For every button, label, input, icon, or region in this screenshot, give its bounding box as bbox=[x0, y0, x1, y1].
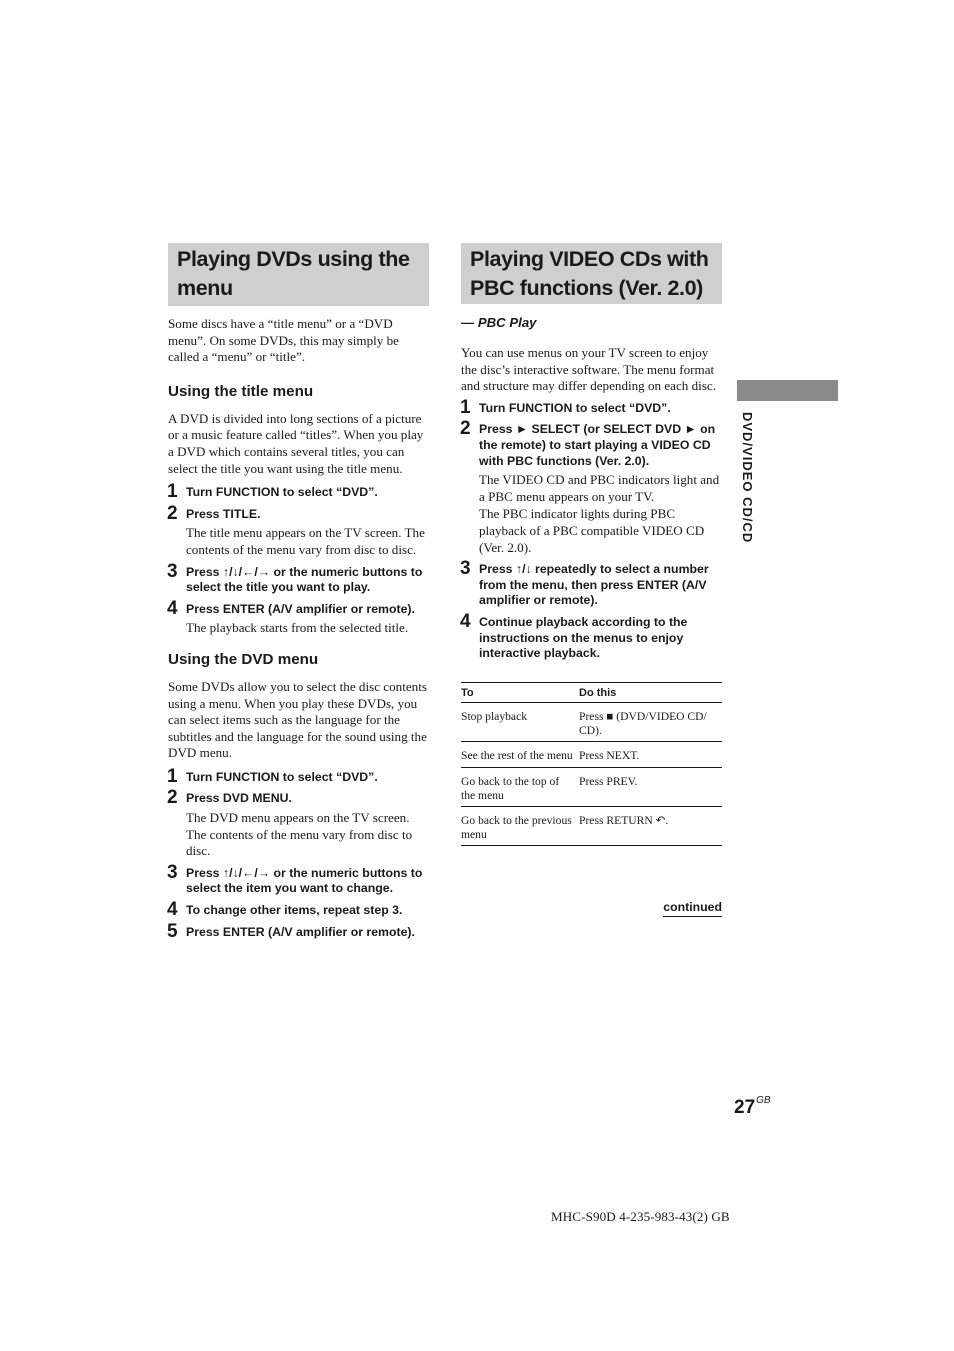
table-row bbox=[461, 767, 722, 806]
step-item bbox=[167, 765, 429, 787]
dvd-menu-steps bbox=[167, 765, 429, 942]
intro-paragraph: Some discs have a “title menu” or a “DVD menu”. On some DVDs, this may simply be called a “menu” or “title”. bbox=[168, 316, 399, 365]
step-item bbox=[167, 787, 429, 859]
step-item bbox=[167, 560, 429, 596]
step-number: 3 bbox=[460, 558, 471, 580]
step-number: 2 bbox=[167, 502, 178, 524]
step-number: 2 bbox=[460, 418, 471, 440]
table-cell: See the rest of the menu bbox=[461, 742, 579, 767]
subheading-title-menu: Using the title menu bbox=[168, 382, 314, 400]
title-menu-steps bbox=[167, 481, 429, 637]
page-number-value: 27 bbox=[734, 1097, 756, 1118]
continued-label: continued bbox=[663, 899, 722, 917]
table-cell: Press PREV. bbox=[579, 767, 722, 806]
table-cell: Go back to the top of the menu bbox=[461, 767, 579, 806]
dvd-menu-intro: Some DVDs allow you to select the disc contents using a menu. When you play these DVDs, you can select items such as the language for the subtitles and the language for the sound using the DVD menu. bbox=[168, 678, 427, 761]
step-description: The playback starts from the selected title. bbox=[186, 620, 409, 636]
step-instruction: Press TITLE. bbox=[186, 506, 261, 521]
step-description: The DVD menu appears on the TV screen. The contents of the menu vary from disc to disc. bbox=[186, 810, 413, 859]
step-item bbox=[460, 396, 722, 418]
table-header-row bbox=[461, 682, 722, 702]
step-item bbox=[167, 502, 429, 559]
step-instruction: Press ↑/↓/←/→ or the numeric buttons to select the title you want to play. bbox=[186, 564, 423, 595]
step-instruction: Turn FUNCTION to select “DVD”. bbox=[186, 769, 378, 784]
step-number: 1 bbox=[460, 396, 471, 418]
intro-paragraph: You can use menus on your TV screen to enjoy the disc’s interactive software. The menu format and structure may differ depending on each disc. bbox=[461, 345, 716, 394]
step-instruction: Press ↑/↓/←/→ or the numeric buttons to select the item you want to change. bbox=[186, 865, 423, 896]
step-number: 4 bbox=[167, 899, 178, 921]
step-item bbox=[167, 899, 429, 921]
page-number-suffix: GB bbox=[756, 1094, 771, 1106]
table-cell: Press NEXT. bbox=[579, 742, 722, 767]
subheading-dvd-menu: Using the DVD menu bbox=[168, 650, 319, 668]
side-tab-label: DVD/VIDEO CD/CD bbox=[740, 412, 755, 544]
table-cell: Press ■ (DVD/VIDEO CD/ CD). bbox=[579, 702, 722, 741]
section-title-text: Playing DVDs using the menu bbox=[177, 247, 410, 300]
table-cell: Go back to the previous menu bbox=[461, 806, 579, 845]
step-instruction: Press ENTER (A/V amplifier or remote). bbox=[186, 601, 415, 616]
left-column bbox=[168, 243, 429, 940]
step-number: 2 bbox=[167, 787, 178, 809]
step-item bbox=[167, 481, 429, 503]
step-number: 4 bbox=[167, 597, 178, 619]
step-item bbox=[460, 558, 722, 609]
section-title-dvd-menu bbox=[168, 243, 429, 306]
pbc-steps bbox=[460, 396, 722, 662]
column-header: Do this bbox=[579, 682, 722, 702]
pbc-operations-table bbox=[461, 682, 722, 847]
step-description: The title menu appears on the TV screen. The contents of the menu vary from disc to disc. bbox=[186, 525, 425, 557]
step-instruction: Press DVD MENU. bbox=[186, 791, 292, 806]
table-row bbox=[461, 742, 722, 767]
step-number: 4 bbox=[460, 610, 471, 632]
step-number: 3 bbox=[167, 861, 178, 883]
step-item bbox=[460, 418, 722, 556]
step-instruction: Continue playback according to the instructions on the menus to enjoy interactive playback. bbox=[479, 614, 688, 661]
table-row bbox=[461, 702, 722, 741]
section-title-text: Playing VIDEO CDs with PBC functions (Ver. 2.0) bbox=[470, 247, 709, 300]
step-instruction: Press ► SELECT (or SELECT DVD ► on the remote) to start playing a VIDEO CD with PBC functions (Ver. 2.0). bbox=[479, 422, 716, 468]
step-description: The PBC indicator lights during PBC playback of a PBC compatible VIDEO CD (Ver. 2.0). bbox=[479, 506, 705, 555]
step-item bbox=[460, 610, 722, 662]
step-instruction: Turn FUNCTION to select “DVD”. bbox=[479, 400, 671, 415]
table-cell: Stop playback bbox=[461, 702, 579, 741]
section-subtitle: — PBC Play bbox=[461, 315, 537, 330]
side-tab-marker bbox=[737, 380, 838, 401]
step-instruction: Press ENTER (A/V amplifier or remote). bbox=[186, 924, 415, 939]
step-description: The VIDEO CD and PBC indicators light and a PBC menu appears on your TV. bbox=[479, 472, 720, 504]
column-header: To bbox=[461, 682, 579, 702]
table-row bbox=[461, 806, 722, 845]
step-item bbox=[167, 861, 429, 897]
step-item bbox=[167, 597, 429, 637]
model-code: MHC-S90D 4-235-983-43(2) GB bbox=[551, 1209, 730, 1224]
step-item bbox=[167, 920, 429, 942]
page-number bbox=[734, 1094, 771, 1119]
step-instruction: Turn FUNCTION to select “DVD”. bbox=[186, 485, 378, 500]
step-instruction: Press ↑/↓ repeatedly to select a number from the menu, then press ENTER (A/V amplifier or remote). bbox=[479, 562, 709, 608]
right-column bbox=[461, 243, 722, 846]
step-number: 1 bbox=[167, 481, 178, 503]
step-number: 1 bbox=[167, 765, 178, 787]
table-cell: Press RETURN ↶. bbox=[579, 806, 722, 845]
title-menu-intro: A DVD is divided into long sections of a picture or a music feature called “titles”. When you play a DVD which contains several titles, you can select the title you want using the title menu. bbox=[168, 410, 424, 476]
step-number: 3 bbox=[167, 560, 178, 582]
step-number: 5 bbox=[167, 920, 178, 942]
section-title-pbc bbox=[461, 243, 722, 304]
step-instruction: To change other items, repeat step 3. bbox=[186, 903, 403, 918]
